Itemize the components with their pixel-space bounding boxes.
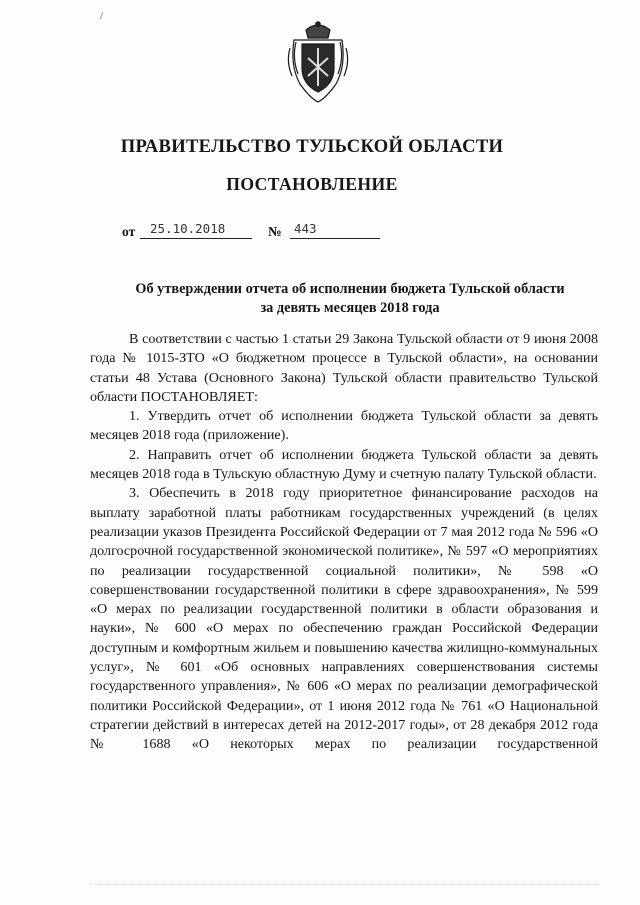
government-heading: ПРАВИТЕЛЬСТВО ТУЛЬСКОЙ ОБЛАСТИ [120, 136, 504, 157]
document-type-heading: ПОСТАНОВЛЕНИЕ [226, 174, 398, 194]
tula-coat-of-arms-emblem [284, 18, 352, 104]
item-3-paragraph: 3. Обеспечить в 2018 году приоритетное финансирование расходов на выплату заработной платы работникам государственных учреждений (в целях реализации указов Президента Российской Федерации от 7 мая 2012 года № 596 «О долгосрочной государственной экономической политике», № 597 «О мероприятиях по реализации государственной социальной политики», № 598 «О совершенствовании государственной политики в сфере здравоохранения», № 599 «О мерах по реализации государственной политики в области образования и науки», № 600 «О мерах по обеспечению граждан Российской Федерации доступным и комфортным жильем и повышению качества жилищно-коммунальных услуг», № 601 «Об основных направлениях совершенствования системы государственного управления», № 606 «О мерах по реализации демографической политики Российской Федерации», от 1 июня 2012 года № 761 «О Национальной стратегии действий в интересах детей на 2012-2017 годы», от 28 декабря 2012 года № 1688 «О некоторых мерах по реализации государственной [90, 485, 598, 753]
number-label: № [268, 224, 282, 239]
date-label: от [122, 224, 136, 239]
item-2-paragraph: 2. Направить отчет об исполнении бюджета Тульской области за девять месяцев 2018 года в Тульскую областную Думу и счетную палату Тульской области. [90, 446, 598, 483]
title-line-2: за девять месяцев 2018 года [260, 300, 440, 316]
title-line-1: Об утверждении отчета об исполнении бюджета Тульской области [135, 281, 565, 297]
date-underline [140, 238, 252, 239]
scan-mark: / [100, 10, 104, 22]
preamble-paragraph: В соответствии с частью 1 статьи 29 Закона Тульской области от 9 июня 2008 года № 1015-ЗТО «О бюджетном процессе в Тульской области», на основании статьи 48 Устава (Основного Закона) Тульской области правительство Тульской области ПОСТАНОВЛЯЕТ: [90, 331, 598, 405]
item-1-paragraph: 1. Утвердить отчет об исполнении бюджета Тульской области за девять месяцев 2018 года (приложение). [90, 408, 598, 444]
document-title [90, 280, 610, 318]
number-underline [290, 238, 380, 239]
page-footer-artifact [90, 884, 600, 889]
date-value: 25.10.2018 [150, 221, 226, 236]
document-body [90, 330, 598, 755]
number-value: 443 [294, 221, 317, 236]
